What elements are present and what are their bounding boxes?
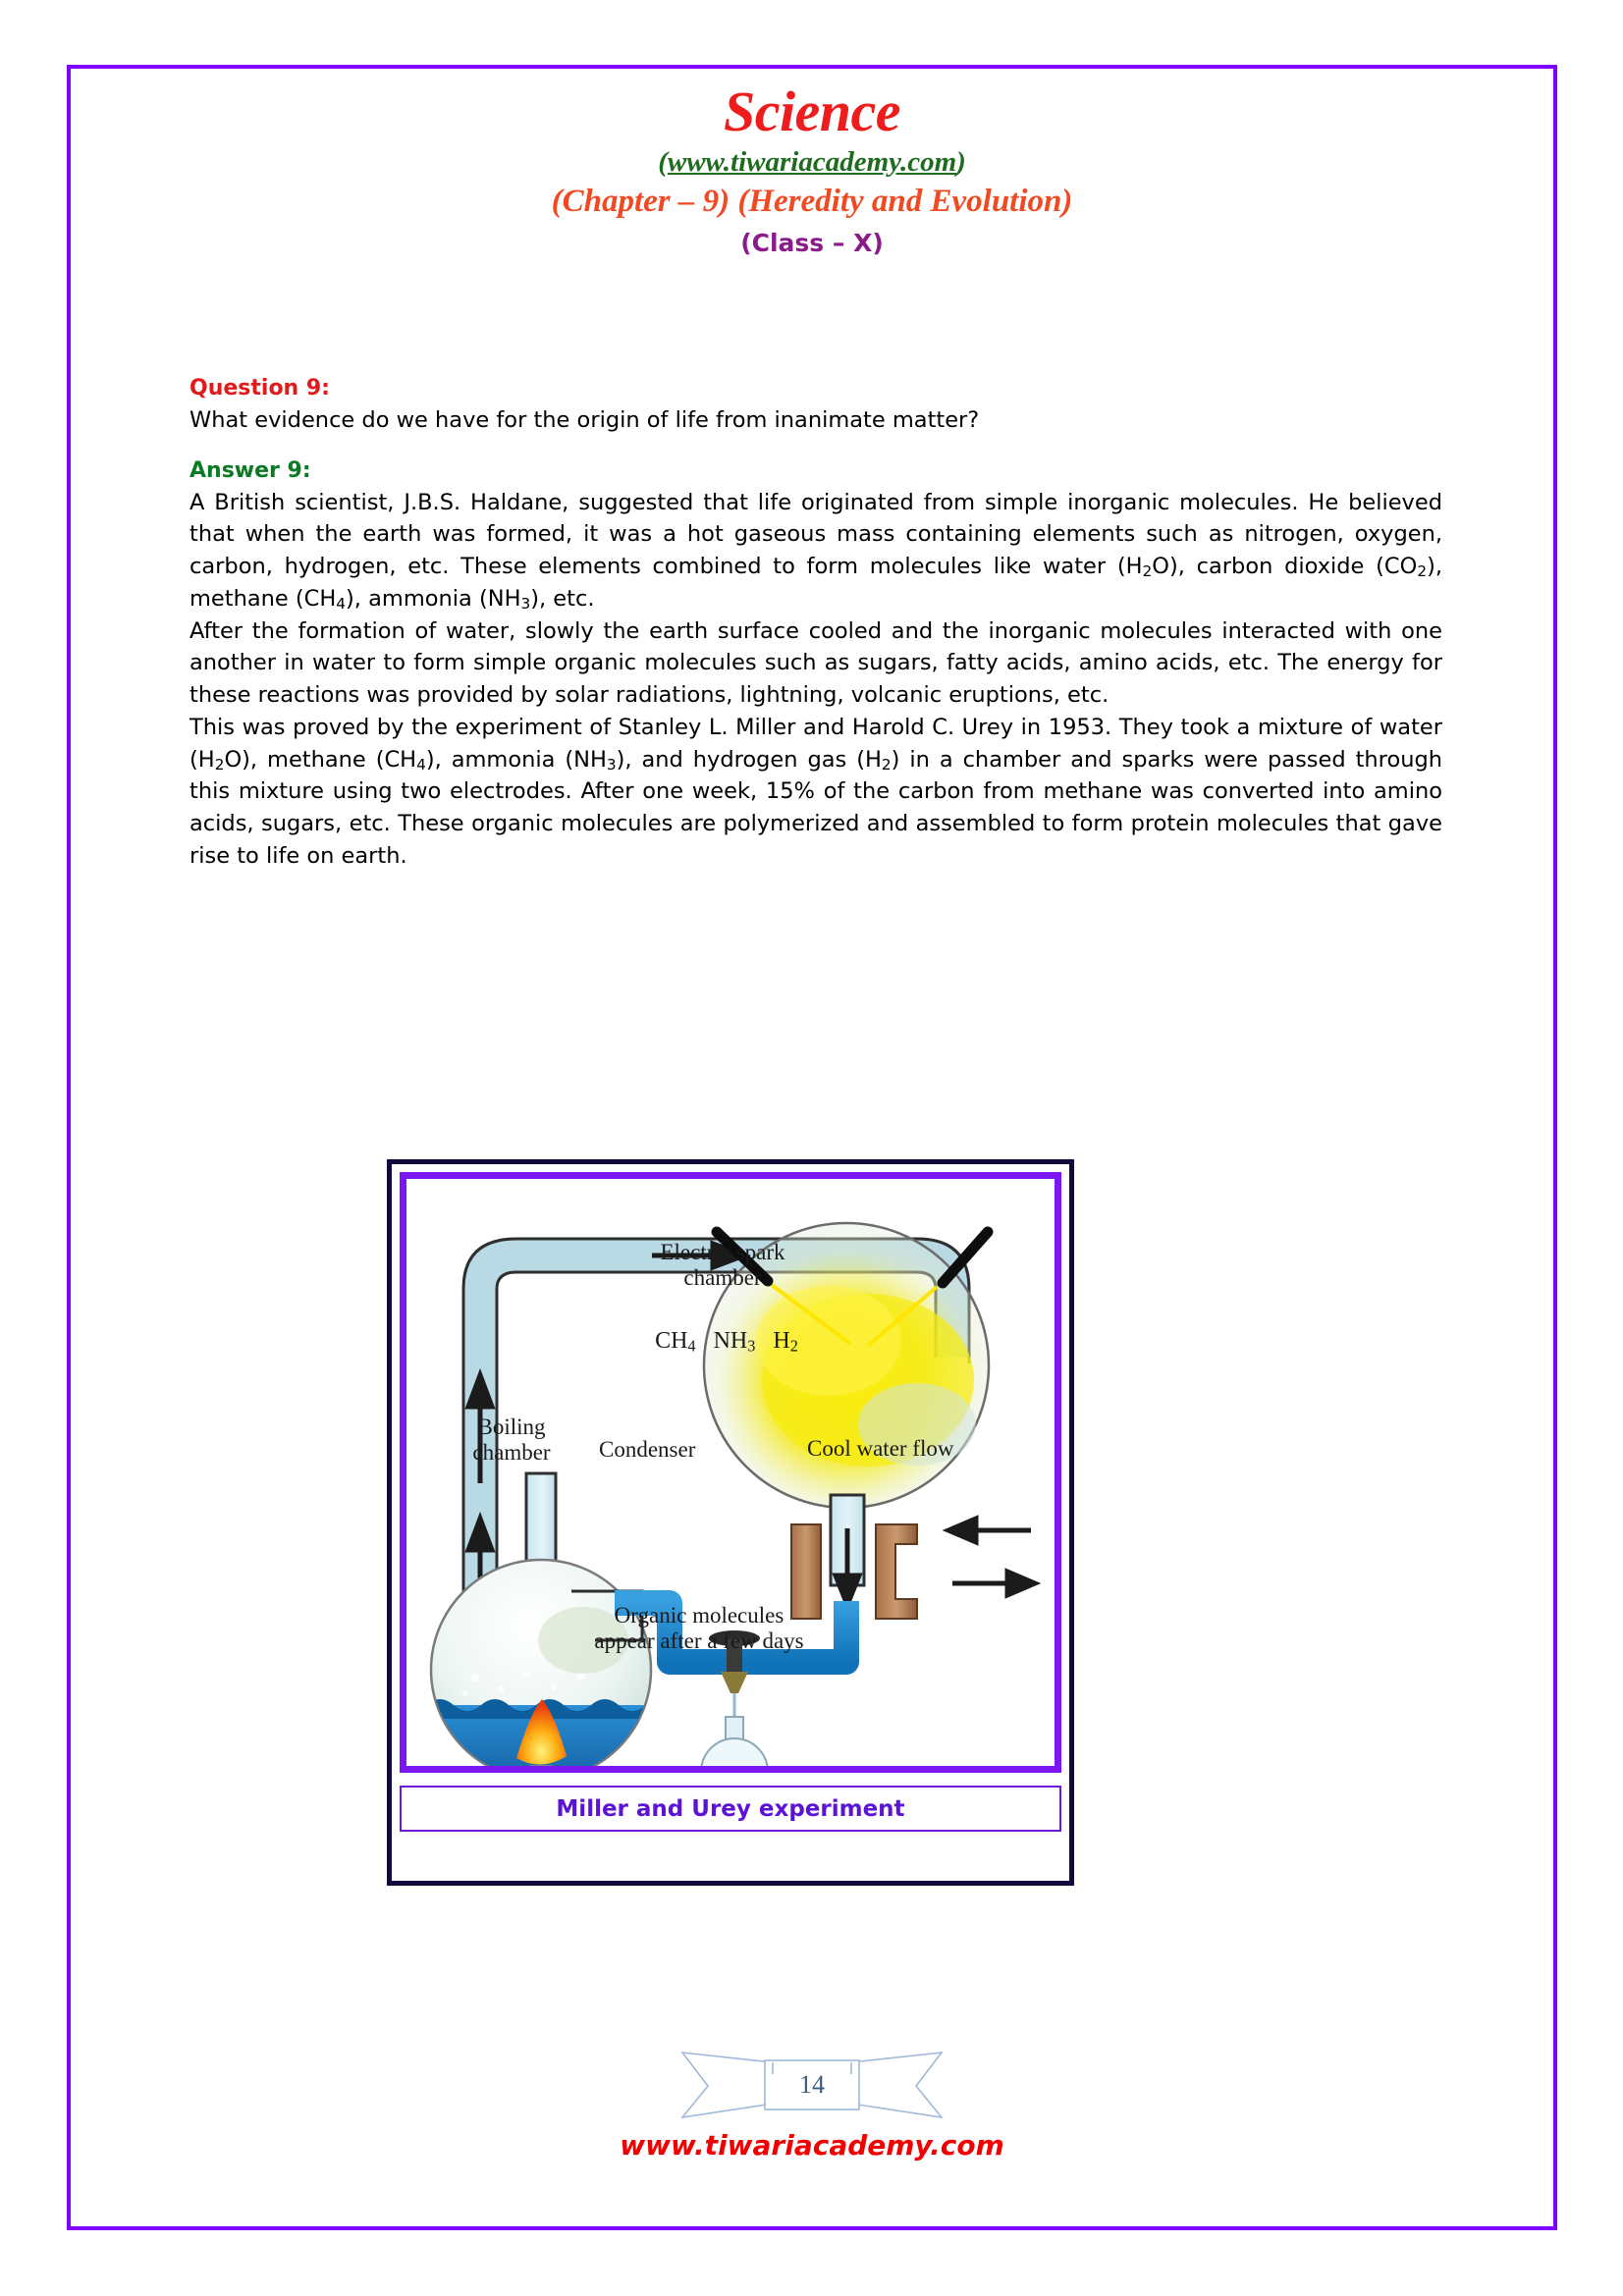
question-text: What evidence do we have for the origin of life from inanimate matter? xyxy=(189,407,980,433)
label-condenser: Condenser xyxy=(599,1437,696,1462)
header-website-line xyxy=(71,144,1553,180)
chapter-line: (Chapter – 9) (Heredity and Evolution) xyxy=(551,184,1073,220)
page-number: 14 xyxy=(799,2070,825,2099)
condenser-right-jacket xyxy=(876,1524,917,1619)
answer-label: Answer 9: xyxy=(189,457,311,483)
label-spark-chamber xyxy=(624,1240,821,1291)
page-frame xyxy=(67,65,1557,2230)
label-boiling-chamber xyxy=(438,1415,585,1466)
paren-close: ) xyxy=(956,145,966,178)
label-boiling-chamber-line2: chamber xyxy=(472,1439,551,1465)
label-spark-chamber-line2: chamber xyxy=(683,1264,762,1290)
cool-water-out-arrow xyxy=(952,1572,1035,1595)
answer-paragraph-2: After the formation of water, slowly the earth surface cooled and the inorganic molecules interacted with one another in water to form simple organic molecules such as sugars, fatty acids, amino acids, etc. The energy for these reactions was provided by solar radiations, lightning, volcanic eruptions, etc. xyxy=(189,617,1442,709)
page-number-ribbon xyxy=(675,2047,949,2123)
cool-water-in-arrow xyxy=(948,1519,1031,1542)
boiling-chamber-neck xyxy=(526,1473,556,1572)
label-cool-water-flow: Cool water flow xyxy=(807,1436,954,1461)
label-boiling-chamber-line1: Boiling xyxy=(477,1415,546,1439)
answer-paragraph-3: This was proved by the experiment of Stanley L. Miller and Harold C. Urey in 1953. They took a mixture of water $(H_2O)$, methane $(CH_4)$, ammonia $(NH_3)$, and hydrogen gas $(H_2)$ in a chamber and sparks were passed through this mixture using two electrodes. After one week, 15% of the carbon from methane was converted into amino acids, sugars, etc. These organic molecules are polymerized and assembled to form protein molecules that gave rise to life on earth. xyxy=(189,714,1443,869)
answer-paragraph-1: A British scientist, J.B.S. Haldane, suggested that life originated from simple inorganic molecules. He believed that when the earth was formed, it was a hot gaseous mass containing elements such as nitrogen, oxygen, carbon, hydrogen, etc. These elements combined to form molecules like water $(H_2O)$, carbon dioxide $(CO_2)$, methane $(CH_4)$, ammonia $(NH_3)$, etc. xyxy=(189,489,1442,613)
label-gas-mixture: $CH_4$ $NH_3$ $H_2$ xyxy=(655,1328,798,1356)
footer-website-url[interactable]: www.tiwariacademy.com xyxy=(620,2129,1004,2162)
label-organic-line1: Organic molecules xyxy=(614,1603,784,1628)
collection-flask xyxy=(701,1738,768,1768)
class-line: (Class – X) xyxy=(740,229,884,258)
label-spark-chamber-line1: Electric spark xyxy=(660,1240,785,1264)
figure-block xyxy=(387,1159,954,1886)
website-link[interactable]: www.tiwariacademy.com xyxy=(667,145,957,178)
content-area xyxy=(189,376,1442,873)
miller-urey-diagram xyxy=(400,1172,1061,1773)
figure-caption-box xyxy=(400,1786,1061,1832)
label-organic-line2: appear after a few days xyxy=(594,1628,804,1653)
page-header xyxy=(71,69,1553,260)
document-title: Science xyxy=(723,80,901,143)
question-label: Question 9: xyxy=(189,376,330,400)
label-organic-molecules xyxy=(571,1603,827,1654)
figure-outer-border xyxy=(387,1159,1074,1886)
paren-open: ( xyxy=(658,145,668,178)
figure-caption: Miller and Urey experiment xyxy=(556,1795,905,1822)
page-footer xyxy=(71,2047,1553,2162)
